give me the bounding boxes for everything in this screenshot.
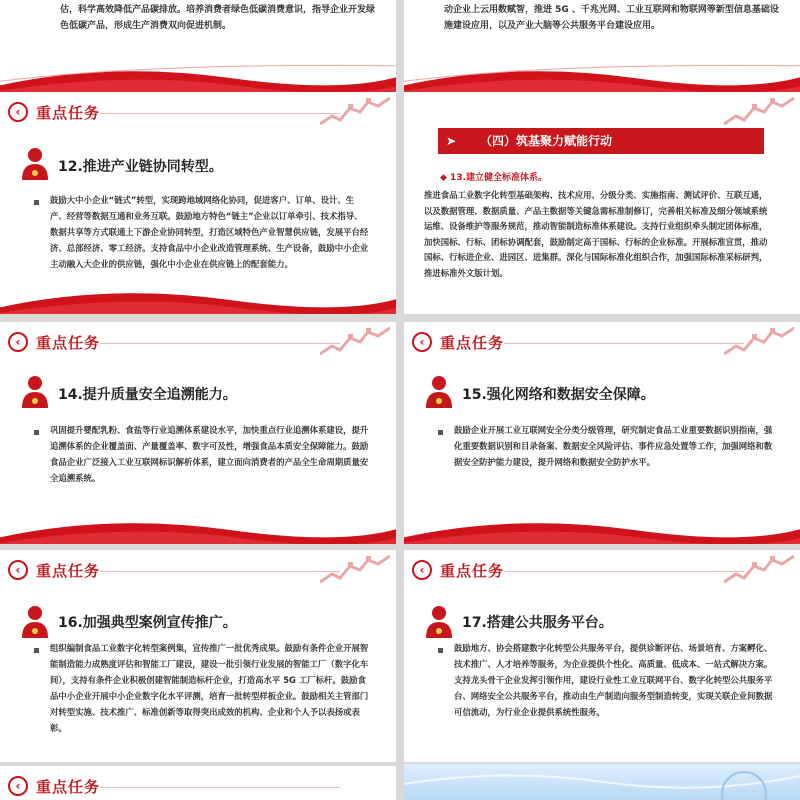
slide-top-left (0, 0, 396, 96)
arrow-icon: ➤ (446, 134, 457, 148)
back-circle-icon[interactable]: ‹ (8, 560, 28, 580)
section-body: 鼓励企业开展工业互联网安全分类分级管理，研究制定食品工业重要数据识别指南，强化重要数据识别和目录备案、数据安全风险评估、事件应急处置等工作，加强网络和数据安全防护能力建设，提升网络和数据安全防护水平。 (454, 425, 773, 467)
slide-header (0, 766, 396, 800)
slide-14 (0, 322, 396, 544)
slide-bottom-left (0, 766, 396, 800)
slide-header (404, 550, 800, 590)
section-body: 鼓励大中小企业“链式”转型，实现跨地域网络化协同，促进客户、订单、设计、生产、经营等数据互通和业务互联。鼓励地方特色“链主”企业以订单牵引、技术指导、数据共享等方式联通上下游企业协同转型，打造区域特色产业智慧供应链，发展平台经济、总部经济、零工经济。支持食品中小企业改造管理系统、生产设备，鼓励中小企业主动融入大企业的供应链，强化中小企业在供应链上的配套能力。 (50, 195, 369, 269)
great-wall-icon (724, 94, 794, 128)
person-icon (20, 146, 50, 180)
section-title: 16.加强典型案例宣传推广。 (58, 615, 237, 631)
person-icon (424, 604, 454, 638)
wave-decoration (0, 282, 396, 314)
back-circle-icon[interactable]: ‹ (412, 332, 432, 352)
slide-bottom-right (404, 764, 800, 800)
slide-4-standards (404, 92, 800, 314)
great-wall-icon (320, 552, 390, 586)
header-divider (100, 571, 340, 572)
bullet (438, 430, 443, 435)
bullet (438, 648, 443, 653)
header-divider (504, 343, 744, 344)
great-wall-icon (320, 324, 390, 358)
person-icon (424, 374, 454, 408)
wave-decoration (0, 512, 396, 544)
section-title: 12.推进产业链协同转型。 (58, 159, 223, 175)
section-body: 巩固提升婴配乳粉、食盐等行业追溯体系建设水平，加快重点行业追溯体系建设，提升追溯体系的企业覆盖面、产量覆盖率、数字可及性，增强食品本质安全保障能力。鼓励食品企业广泛接入工业互联网标识解析体系，建立面向消费者的产品全生命周期质量安全追溯系统。 (50, 425, 369, 483)
person-icon (20, 604, 50, 638)
section-title: 14.提升质量安全追溯能力。 (58, 387, 237, 403)
header-divider (100, 343, 340, 344)
header-divider (100, 787, 340, 788)
back-circle-icon[interactable]: ‹ (8, 332, 28, 352)
header-title: 重点任务 (36, 334, 101, 352)
slide-header (0, 550, 396, 590)
slide-header (0, 322, 396, 362)
slide-text: 估，科学高效降低产品碳排放。培养消费者绿色低碳消费意识，指导企业开发绿色低碳产品，形成生产消费双向促进机制。 (60, 5, 376, 31)
slide-16 (0, 550, 396, 762)
header-title: 重点任务 (440, 562, 505, 580)
wave-decoration (404, 60, 800, 96)
person-icon (20, 374, 50, 408)
section-body: 鼓励地方、协会搭建数字化转型公共服务平台，提供诊断评估、场景培育、方案孵化、技术推广、人才培养等服务，为企业提供个性化、高质量、低成本、一站式解决方案。支持龙头骨干企业发挥引领作用，建设行业性工业互联网平台、数字化转型公共服务平台、网络安全公共服务平台，推动由生产制造向服务型制造转变，实现关联企业间数据可信流动，为行业企业提供系统性服务。 (454, 643, 773, 717)
great-wall-icon (724, 552, 794, 586)
slide-text: 动企业上云用数赋智，推进 5G 、千兆光网、工业互联网和物联网等新型信息基础设施建设应用，以及产业大脑等公共服务平台建设应用。 (444, 5, 779, 31)
banner-title: （四）筑基聚力赋能行动 (480, 134, 613, 148)
slide-header (404, 92, 800, 132)
slide-12 (0, 92, 396, 314)
bullet (34, 430, 39, 435)
sub-heading: ◆ 13.建立健全标准体系。 (440, 173, 547, 183)
header-title: 重点任务 (36, 778, 101, 796)
slide-15 (404, 322, 800, 544)
slide-top-right (404, 0, 800, 96)
great-wall-icon (320, 94, 390, 128)
bullet (34, 648, 39, 653)
back-circle-icon[interactable]: ‹ (8, 776, 28, 796)
wave-decoration (404, 764, 800, 800)
great-wall-icon (724, 324, 794, 358)
back-circle-icon[interactable]: ‹ (8, 102, 28, 122)
section-body: 推进食品工业数字化转型基础架构、技术应用、分级分类、实施指南、测试评价、互联互通，以及数据管理、数据质量、产品主数据等关键急需标准制修订，完善相关标准及细分领域系统运维、设备维护等服务规范，推动智能制造标准体系建设。支持行业组织牵头制定团体标准，加快国标、行标、团标协调配套，鼓励制定高于国标、行标的企业标准。开展标准宣贯，推动国标、行标进企业、进园区、进集群。深化与国际标准化组织合作，加强国际标准采标研判，推进标准外文版计划。 (424, 190, 768, 278)
wave-decoration (404, 512, 800, 544)
header-title: 重点任务 (440, 334, 505, 352)
header-title: 重点任务 (36, 562, 101, 580)
slide-header (404, 322, 800, 362)
slide-header (0, 92, 396, 132)
header-divider (504, 571, 744, 572)
bullet (34, 200, 39, 205)
section-banner (438, 128, 764, 154)
header-divider (100, 113, 340, 114)
wave-decoration (0, 60, 396, 96)
section-title: 17.搭建公共服务平台。 (462, 615, 613, 631)
header-title: 重点任务 (36, 104, 101, 122)
back-circle-icon[interactable]: ‹ (412, 560, 432, 580)
section-body: 组织编制食品工业数字化转型案例集，宣传推广一批优秀成果。鼓励有条件企业开展智能制造能力成熟度评估和智能工厂建设，建设一批引领行业发展的智能工厂（数字化车间），支持有条件企业积极创建智能制造标杆企业，打造高水平 5G 工厂标杆。鼓励食品中小企业开展中小企业数字化水平评测，培育一批转型样板企业。鼓励相关主管部门对转型实施、技术推广、标准创新等取得突出成效的机构、企业和个人予以表扬或表彰。 (50, 643, 369, 733)
slide-17 (404, 550, 800, 762)
section-title: 15.强化网络和数据安全保障。 (462, 387, 655, 403)
